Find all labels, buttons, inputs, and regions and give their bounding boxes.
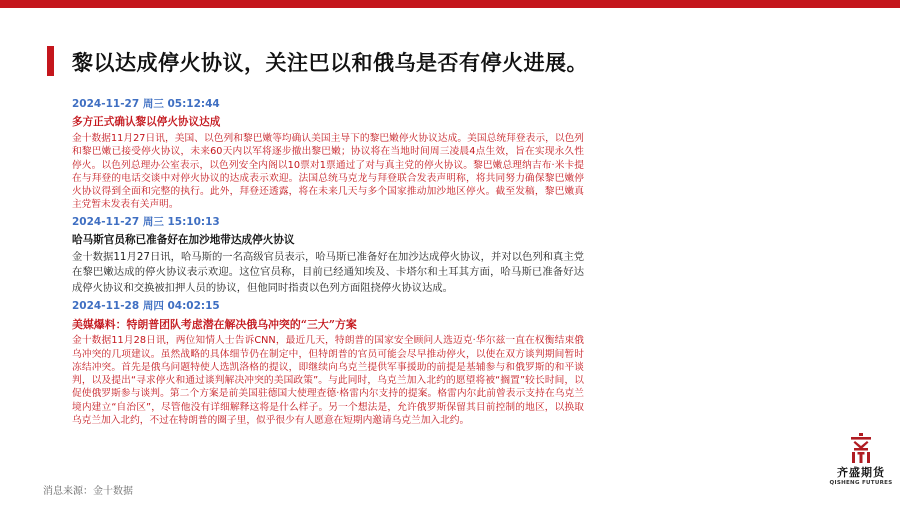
slide-title: 黎以达成停火协议，关注巴以和俄乌是否有停火进展。 [72,51,588,75]
news-timestamp: 2024-11-27 周三 05:12:44 [72,98,220,110]
news-body: 金十数据11月28日讯，两位知情人士告诉CNN，最近几天，特朗普的国家安全顾问人选迈克·华尔兹一直在权衡结束俄乌冲突的几项建议。虽然战略的具体细节仍在制定中，但特朗普的官员可能会尽早推动停火，以使在双方谈判期间暂时冻结冲突。首先是俄乌问题特使人选凯洛格的提议，即继续向乌克兰提供军事援助的前提是基辅参与和俄罗斯的和平谈判，以及提出“寻求停火和通过谈判解决冲突的美国政策”。与此同时，乌克兰加入北约的愿望将被“搁置”较长时间，以促使俄罗斯参与谈判。第二个方案是前美国驻德国大使理查德·格雷内尔支持的提案。格雷内尔此前曾表示支持在乌克兰境内建立“自治区”，尽管他没有详细解释这将是什么样子。另一个想法是，允许俄罗斯保留其目前控制的地区，以换取乌克兰加入北约，不过在特朗普的圈子里，似乎很少有人愿意在短期内邀请乌克兰加入北约。 [72,335,584,427]
title-marker [47,46,54,76]
news-timestamp: 2024-11-27 周三 15:10:13 [72,215,220,228]
top-accent-bar [0,0,900,8]
news-headline: 多方正式确认黎以停火协议达成 [72,116,221,128]
news-timestamp: 2024-11-28 周四 04:02:15 [72,300,220,313]
news-body: 金十数据11月27日讯，美国、以色列和黎巴嫩等均确认美国主导下的黎巴嫩停火协议达成。美国总统拜登表示，以色列和黎巴嫩已接受停火协议，未来60天内以军将逐步撤出黎巴嫩；协议将在当地时间周三凌晨4点生效，旨在实现永久性停火。以色列总理办公室表示，以色列安全内阁以10票对1票通过了对与真主党的停火协议。黎巴嫩总理纳吉布·米卡提在与拜登的电话交谈中对停火协议的达成表示欢迎。法国总统马克龙与拜登联合发表声明称，将共同努力确保黎巴嫩停火协议得到全面和完整的执行。此外，拜登还透露，将在未来几天与多个国家推动加沙地区停火。截至发稿，黎巴嫩真主党暂未发表有关声明。 [72,133,584,211]
news-item [72,299,584,427]
logo-name-cn: 齐盛期货 [837,466,885,479]
news-headline: 美媒爆料：特朗普团队考虑潜在解决俄乌冲突的“三大”方案 [72,318,357,332]
brand-logo [828,433,894,497]
news-headline: 哈马斯官员称已准备好在加沙地带达成停火协议 [72,233,295,246]
logo-name-en: QISHENG FUTURES [829,480,893,486]
news-item [72,97,584,212]
news-item [72,215,584,297]
news-list [72,95,584,430]
source-note: 消息来源：金十数据 [43,486,133,497]
qisheng-logo-icon [847,433,875,463]
news-body: 金十数据11月27日讯，哈马斯的一名高级官员表示，哈马斯已准备好在加沙达成停火协议，并对以色列和真主党在黎巴嫩达成的停火协议表示欢迎。这位官员称，目前已经通知埃及、卡塔尔和土耳其方面，哈马斯已准备好达成停火协议和交换被扣押人员的协议，但他同时指责以色列方面阻挠停火协议达成。 [72,250,584,294]
